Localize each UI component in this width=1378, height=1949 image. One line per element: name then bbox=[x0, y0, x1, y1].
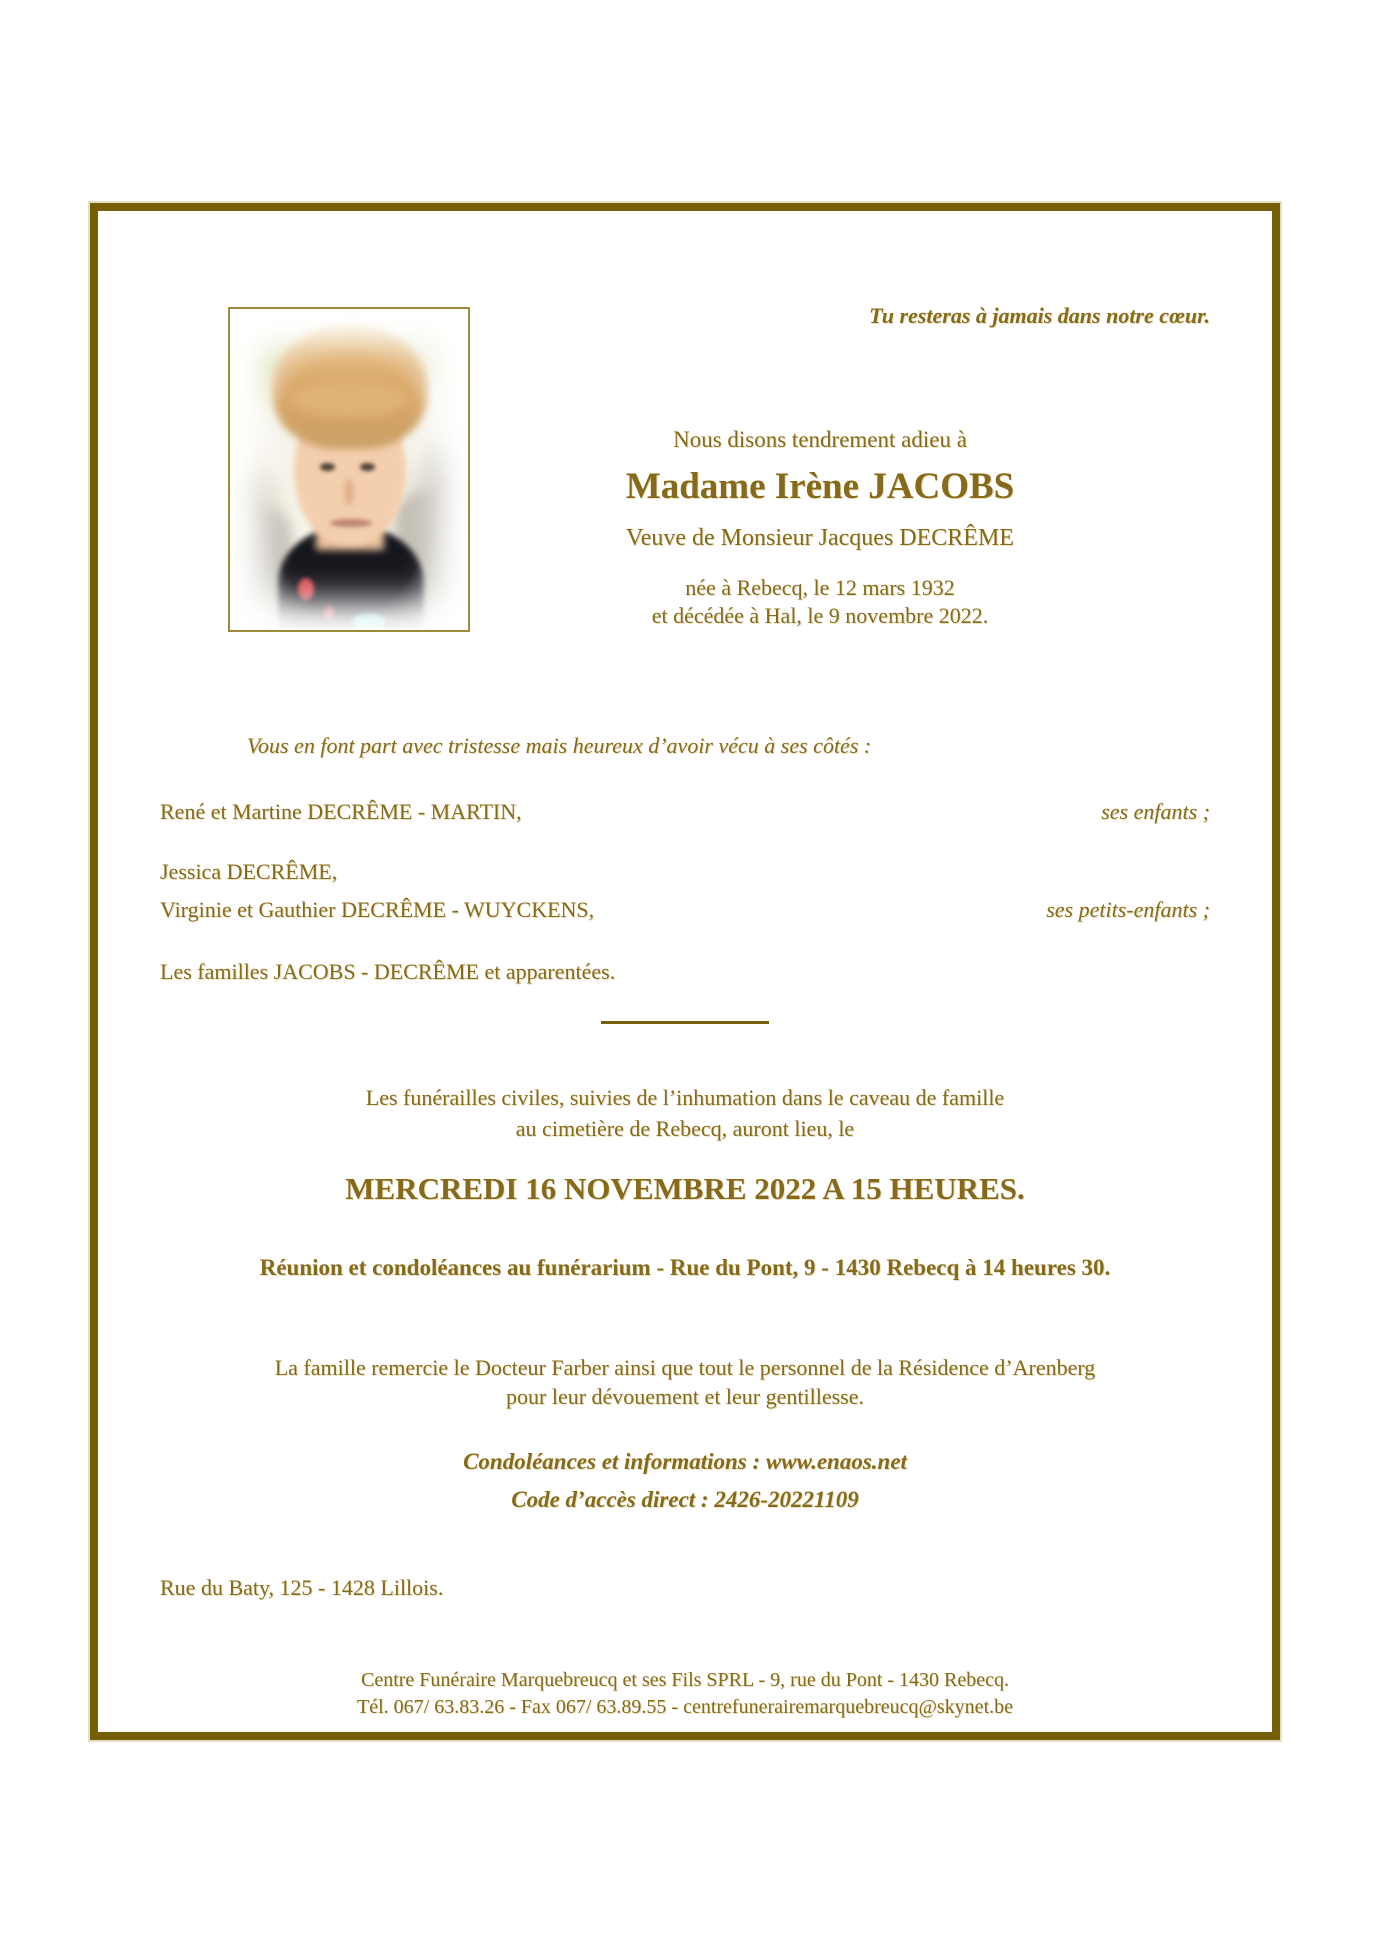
thanks-line-1: La famille remercie le Docteur Farber ainsi que tout le personnel de la Résidence d’Arenberg bbox=[274, 1355, 1096, 1380]
family-row-grandchildren bbox=[160, 897, 1210, 923]
family-names: René et Martine DECRÊME - MARTIN, bbox=[160, 799, 522, 824]
access-code-line: Code d’accès direct : 2426-20221109 bbox=[511, 1487, 859, 1512]
document-frame bbox=[90, 203, 1280, 1740]
ceremony-line-2: au cimetière de Rebecq, auront lieu, le bbox=[515, 1116, 855, 1141]
birth-line: née à Rebecq, le 12 mars 1932 bbox=[685, 575, 955, 600]
funeral-home-line: Centre Funéraire Marquebreucq et ses Fils SPRL - 9, rue du Pont - 1430 Rebecq. bbox=[360, 1669, 1010, 1691]
family-names: Virginie et Gauthier DECRÊME - WUYCKENS, bbox=[160, 897, 595, 922]
portrait-photo-art bbox=[232, 311, 466, 628]
family-row-extended-families bbox=[160, 959, 1210, 985]
meeting-line: Réunion et condoléances au funérarium - Rue du Pont, 9 - 1430 Rebecq à 14 heures 30. bbox=[259, 1255, 1111, 1280]
thanks-line-2: pour leur dévouement et leur gentillesse. bbox=[506, 1384, 864, 1409]
deceased-name: Madame Irène JACOBS bbox=[625, 466, 1015, 507]
family-lead-line: Vous en font part avec tristesse mais heureux d’avoir vécu à ses côtés : bbox=[247, 733, 872, 758]
condolences-info-line: Condoléances et informations : www.enaos.net bbox=[463, 1449, 907, 1474]
family-names: Les familles JACOBS - DECRÊME et apparentées. bbox=[160, 959, 616, 984]
home-address-line: Rue du Baty, 125 - 1428 Lillois. bbox=[160, 1575, 444, 1600]
family-row-grandchild-1 bbox=[160, 859, 1210, 885]
portrait-white-vignette bbox=[232, 311, 466, 628]
death-line: et décédée à Hal, le 9 novembre 2022. bbox=[651, 603, 989, 628]
epigraph-text: Tu resteras à jamais dans notre cœur. bbox=[869, 303, 1210, 328]
widow-line: Veuve de Monsieur Jacques DECRÊME bbox=[626, 525, 1014, 551]
ceremony-line-1: Les funérailles civiles, suivies de l’inhumation dans le caveau de famille bbox=[365, 1085, 1005, 1110]
family-relation: ses enfants ; bbox=[1101, 799, 1210, 824]
family-row-children bbox=[160, 799, 1210, 825]
ceremony-date: MERCREDI 16 NOVEMBRE 2022 A 15 HEURES. bbox=[345, 1171, 1025, 1206]
family-relation: ses petits-enfants ; bbox=[1046, 897, 1210, 922]
funeral-contact-line: Tél. 067/ 63.83.26 - Fax 067/ 63.89.55 - centrefunerairemarquebreucq@skynet.be bbox=[357, 1696, 1013, 1718]
announcement-line: Nous disons tendrement adieu à bbox=[673, 427, 967, 452]
portrait-photo bbox=[228, 307, 470, 632]
section-divider bbox=[601, 1021, 769, 1024]
family-names: Jessica DECRÊME, bbox=[160, 859, 338, 884]
